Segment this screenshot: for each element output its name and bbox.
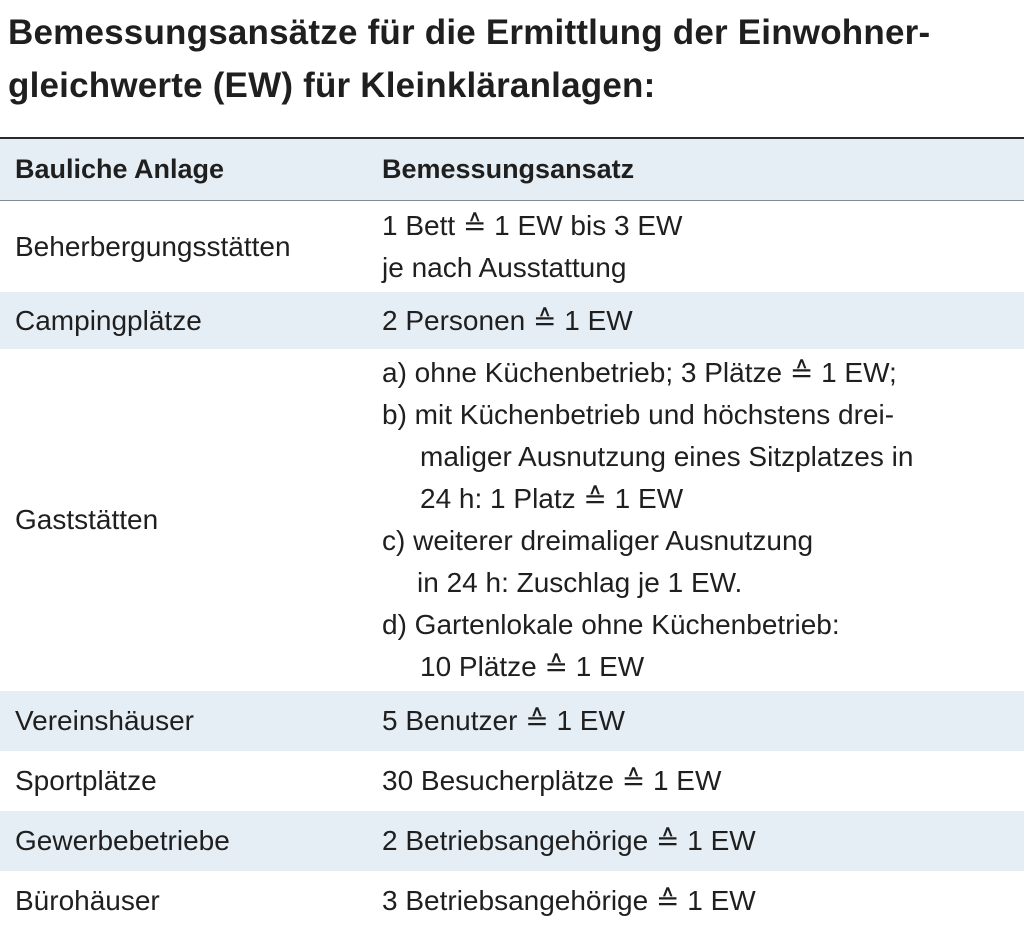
row-value-gewerbebetriebe — [382, 811, 1024, 871]
table-row — [0, 292, 1024, 349]
title-line-1: Bemessungsansätze für die Ermittlung der Einwohner- — [8, 13, 931, 52]
row-label-beherbergungsstaetten: Beherbergungsstätten — [15, 230, 291, 262]
row-value-sportplaetze — [382, 751, 1024, 811]
row-label-buerohaeuser: Bürohäuser — [15, 885, 160, 916]
value-line-b-cont: 24 h: 1 Platz ≙ 1 EW — [420, 483, 684, 514]
assessment-table — [0, 137, 1024, 931]
table-row — [0, 871, 1024, 931]
table-row — [0, 349, 1024, 691]
row-label-vereinshaeuser: Vereinshäuser — [15, 705, 195, 736]
value-line: 3 Betriebsangehörige ≙ 1 EW — [382, 885, 756, 916]
value-line: 30 Besucherplätze ≙ 1 EW — [382, 765, 722, 796]
table-row — [0, 691, 1024, 751]
value-line: 2 Personen ≙ 1 EW — [382, 304, 633, 336]
row-label-sportplaetze: Sportplätze — [15, 765, 157, 796]
row-value-vereinshaeuser — [382, 691, 1024, 751]
row-value-beherbergungsstaetten — [382, 201, 1024, 292]
column-header-anlage: Bauliche Anlage — [15, 154, 225, 184]
value-line-a: a) ohne Küchenbetrieb; 3 Plätze ≙ 1 EW; — [382, 357, 897, 388]
row-value-campingplaetze — [382, 292, 1024, 349]
value-line: 5 Benutzer ≙ 1 EW — [382, 705, 625, 736]
table-header-row — [0, 139, 1024, 201]
row-label-gaststaetten: Gaststätten — [15, 504, 159, 535]
value-line-d: d) Gartenlokale ohne Küchenbetrieb: — [382, 609, 840, 640]
value-line-b: b) mit Küchenbetrieb und höchstens drei- — [382, 399, 895, 430]
value-line-c-cont: in 24 h: Zuschlag je 1 EW. — [417, 567, 743, 598]
table-row — [0, 751, 1024, 811]
row-label-gewerbebetriebe: Gewerbebetriebe — [15, 825, 230, 856]
page-title — [8, 6, 1018, 112]
value-line-c: c) weiterer dreimaliger Ausnutzung — [382, 525, 814, 556]
row-value-buerohaeuser — [382, 871, 1024, 931]
value-line: je nach Ausstattung — [382, 251, 627, 283]
table-row — [0, 201, 1024, 292]
table-row — [0, 811, 1024, 871]
row-value-gaststaetten — [382, 349, 1024, 691]
row-label-campingplaetze: Campingplätze — [15, 304, 202, 336]
title-line-2: gleichwerte (EW) für Kleinkläranlagen: — [8, 66, 656, 105]
value-line: 2 Betriebsangehörige ≙ 1 EW — [382, 825, 756, 856]
value-line-b-cont: maliger Ausnutzung eines Sitzplatzes in — [420, 441, 914, 472]
value-line-d-cont: 10 Plätze ≙ 1 EW — [420, 651, 645, 682]
column-header-ansatz: Bemessungsansatz — [382, 154, 635, 184]
value-line: 1 Bett ≙ 1 EW bis 3 EW — [382, 209, 683, 241]
